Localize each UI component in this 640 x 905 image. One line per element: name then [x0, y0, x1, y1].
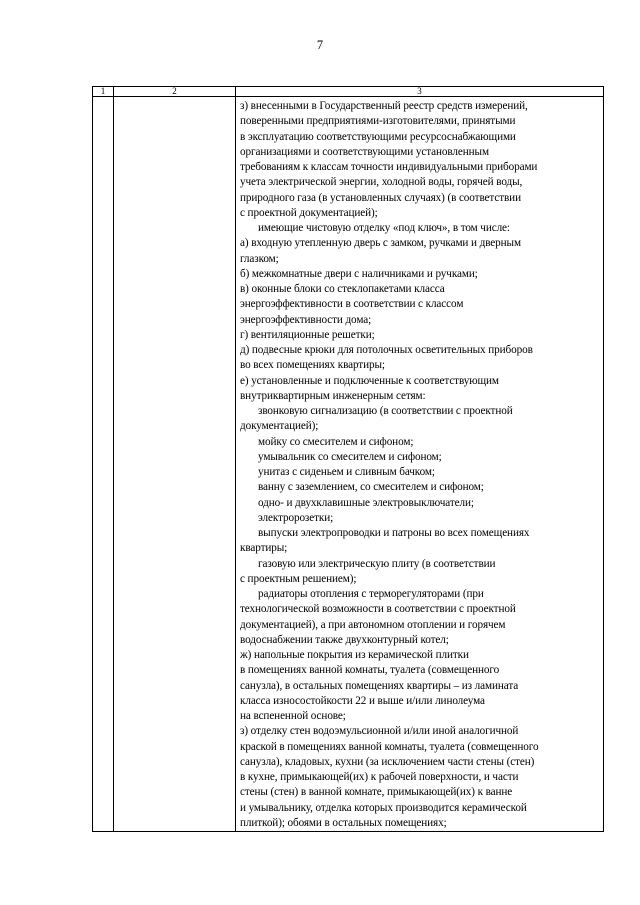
column-header-3: 3 — [236, 87, 604, 97]
text-line: в эксплуатацию соответствующими ресурсоснабжающими — [240, 130, 516, 143]
text-line: е) установленные и подключенные к соответствующим — [240, 374, 499, 387]
text-line: газовую или электрическую плиту (в соответствии — [258, 557, 496, 570]
text-line: плиткой); обоями в остальных помещениях; — [240, 816, 447, 829]
text-line: квартиры; — [240, 542, 288, 555]
text-line: водоснабжении также двухконтурный котел; — [240, 633, 449, 646]
text-line: организациями и соответствующими установленным — [240, 145, 489, 158]
column-header-1: 1 — [93, 87, 114, 97]
text-line: санузла), кладовых, кухни (за исключением части стены (стен) — [240, 755, 535, 768]
text-line: а) входную утепленную дверь с замком, ручками и дверным — [240, 237, 521, 250]
text-line: глазком; — [240, 252, 279, 265]
table-row — [93, 97, 604, 832]
requirements-text — [236, 97, 603, 831]
page-number: 7 — [316, 38, 324, 52]
text-line: энергоэффективности дома; — [240, 313, 372, 326]
text-line: ж) напольные покрытия из керамической плитки — [240, 649, 469, 661]
text-line: умывальник со смесителем и сифоном; — [258, 450, 442, 463]
text-line: документацией), а при автономном отоплении и горячем — [240, 618, 506, 631]
text-line: документацией); — [240, 420, 319, 433]
text-line: и умывальнику, отделка которых производится керамической — [240, 801, 527, 814]
text-line: внутриквартирным инженерным сетям: — [240, 389, 426, 402]
text-line: природного газа (в установленных случаях) (в соответствии — [240, 191, 521, 204]
cell-column-1 — [93, 97, 114, 832]
text-line: в помещениях ванной комнаты, туалета (совмещенного — [240, 664, 500, 677]
text-line: класса износостойкости 22 и выше и/или линолеума — [240, 694, 485, 707]
text-line: д) подвесные крюки для потолочных осветительных приборов — [240, 344, 533, 356]
text-line: в) оконные блоки со стеклопакетами класса — [240, 283, 445, 295]
text-line: з) отделку стен водоэмульсионной и/или иной аналогичной — [240, 725, 519, 738]
text-line: во всех помещениях квартиры; — [240, 359, 385, 372]
text-line: требованиям к классам точности индивидуальными приборами — [240, 161, 538, 173]
cell-column-3 — [236, 97, 604, 832]
text-line: учета электрической энергии, холодной воды, горячей воды, — [240, 176, 523, 189]
text-line: б) межкомнатные двери с наличниками и ручками; — [240, 267, 478, 280]
text-line: краской в помещениях ванной комнаты, туалета (совмещенного — [240, 740, 539, 753]
text-line: энергоэффективности в соответствии с классом — [240, 298, 464, 311]
text-line: санузла), в остальных помещениях квартиры – из ламината — [240, 679, 519, 692]
text-line: г) вентиляционные решетки; — [240, 328, 375, 341]
requirements-table — [92, 86, 604, 832]
text-line: одно- и двухклавишные электровыключатели; — [258, 496, 474, 509]
text-line: электророзетки; — [258, 511, 334, 524]
text-line: стены (стен) в ванной комнате, примыкающей(их) к ванне — [240, 786, 513, 799]
text-line: ванну с заземлением, со смесителем и сифоном; — [258, 481, 484, 494]
text-line: выпуски электропроводки и патроны во всех помещениях — [258, 527, 530, 539]
text-line: з) внесенными в Государственный реестр средств измерений, — [240, 100, 528, 112]
text-line: имеющие чистовую отделку «под ключ», в том числе: — [258, 222, 510, 234]
text-line: технологической возможности в соответствии с проектной — [240, 603, 516, 616]
table-header-row — [93, 87, 604, 97]
text-line: звонковую сигнализацию (в соответствии с проектной — [258, 405, 513, 417]
text-line: с проектной документацией); — [240, 206, 378, 219]
column-header-2: 2 — [114, 87, 236, 97]
text-line: унитаз с сиденьем и сливным бачком; — [258, 466, 435, 478]
text-line: поверенными предприятиями-изготовителями, принятыми — [240, 115, 516, 128]
text-line: в кухне, примыкающей(их) к рабочей поверхности, и части — [240, 771, 519, 783]
cell-column-2 — [114, 97, 236, 832]
text-line: мойку со смесителем и сифоном; — [258, 435, 414, 448]
text-line: на вспененной основе; — [240, 710, 346, 722]
text-line: радиаторы отопления с терморегуляторами (при — [258, 588, 484, 600]
text-line: с проектным решением); — [240, 572, 357, 585]
